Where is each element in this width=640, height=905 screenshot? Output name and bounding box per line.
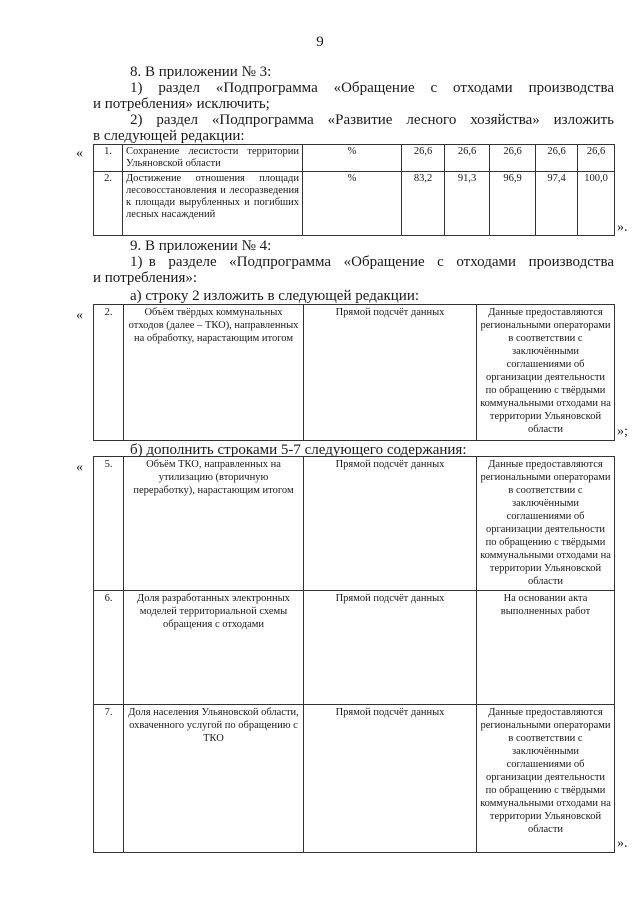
item9-heading: 9. В приложении № 4: xyxy=(130,238,272,254)
item8-heading: 8. В приложении № 3: xyxy=(130,64,272,80)
data-source: Данные предоставляются региональными операторами в соответствии с заключёнными соглашениями об организации деятельности по обращению с твёрдыми коммунальными отходами на территории Ульяновской области xyxy=(477,705,615,853)
forest-indicators-table xyxy=(93,144,615,236)
value-cell: 26,6 xyxy=(536,145,578,172)
table-row xyxy=(94,172,615,236)
calculation-method: Прямой подсчёт данных xyxy=(304,705,477,853)
value-cell: 97,4 xyxy=(536,172,578,236)
value-cell: 100,0 xyxy=(578,172,615,236)
calculation-method: Прямой подсчёт данных xyxy=(304,591,477,705)
item8-p1-line2: и потребления» исключить; xyxy=(93,96,270,112)
row-number: 6. xyxy=(94,591,124,705)
indicator-name: Достижение отношения площади лесовосстановления и лесоразведения к площади вырубленных и погибших лесных насаждений xyxy=(123,172,303,236)
indicator-name: Доля разработанных электронных моделей территориальной схемы обращения с отходами xyxy=(124,591,304,705)
item9-sub-a: а) строку 2 изложить в следующей редакции: xyxy=(130,288,420,304)
data-source: Данные предоставляются региональными операторами в соответствии с заключёнными соглашениями об организации деятельности по обращению с твёрдыми коммунальными отходами на территории Ульяновской области xyxy=(477,457,615,591)
table-row xyxy=(94,305,615,441)
value-cell: 26,6 xyxy=(490,145,536,172)
indicator-name: Объём твёрдых коммунальных отходов (далее – ТКО), направленных на обработку, нарастающим итогом xyxy=(124,305,304,441)
calculation-method: Прямой подсчёт данных xyxy=(304,457,477,591)
unit-cell: % xyxy=(303,172,402,236)
table-row xyxy=(94,145,615,172)
value-cell: 26,6 xyxy=(578,145,615,172)
calculation-method: Прямой подсчёт данных xyxy=(304,305,477,441)
value-cell: 83,2 xyxy=(402,172,445,236)
quote-close-t1: ». xyxy=(617,220,628,235)
waste-row2-table xyxy=(93,304,615,441)
data-source: Данные предоставляются региональными операторами в соответствии с заключёнными соглашениями об организации деятельности по обращению с твёрдыми коммунальными отходами на территории Ульяновской области xyxy=(477,305,615,441)
item9-sub-b: б) дополнить строками 5-7 следующего содержания: xyxy=(130,442,467,458)
data-source: На основании акта выполненных работ xyxy=(477,591,615,705)
indicator-name: Объём ТКО, направленных на утилизацию (вторичную переработку), нарастающим итогом xyxy=(124,457,304,591)
item8-p2-line2: в следующей редакции: xyxy=(93,128,245,144)
value-cell: 26,6 xyxy=(402,145,445,172)
quote-open-t3: « xyxy=(76,460,83,475)
table-row xyxy=(94,457,615,591)
quote-open-t1: « xyxy=(76,146,83,161)
item8-p2-line1: 2) раздел «Подпрограмма «Развитие лесного хозяйства» изложить xyxy=(130,112,614,128)
row-number: 1. xyxy=(94,145,123,172)
item9-p1-line1: 1) в разделе «Подпрограмма «Обращение с отходами производства xyxy=(130,254,614,270)
quote-open-t2: « xyxy=(76,308,83,323)
table-row xyxy=(94,591,615,705)
value-cell: 91,3 xyxy=(445,172,490,236)
unit-cell: % xyxy=(303,145,402,172)
indicator-name: Доля населения Ульяновской области, охваченного услугой по обращению с ТКО xyxy=(124,705,304,853)
quote-close-t2: »; xyxy=(617,424,628,439)
row-number: 2. xyxy=(94,172,123,236)
quote-close-t3: ». xyxy=(617,836,628,851)
page-number: 9 xyxy=(316,34,324,50)
indicator-name: Сохранение лесистости территории Ульяновской области xyxy=(123,145,303,172)
table-row xyxy=(94,705,615,853)
item9-p1-line2: и потребления»: xyxy=(93,270,198,286)
value-cell: 26,6 xyxy=(445,145,490,172)
row-number: 7. xyxy=(94,705,124,853)
item8-p1-line1: 1) раздел «Подпрограмма «Обращение с отходами производства xyxy=(130,80,614,96)
waste-rows5-7-table xyxy=(93,456,615,853)
row-number: 2. xyxy=(94,305,124,441)
value-cell: 96,9 xyxy=(490,172,536,236)
row-number: 5. xyxy=(94,457,124,591)
